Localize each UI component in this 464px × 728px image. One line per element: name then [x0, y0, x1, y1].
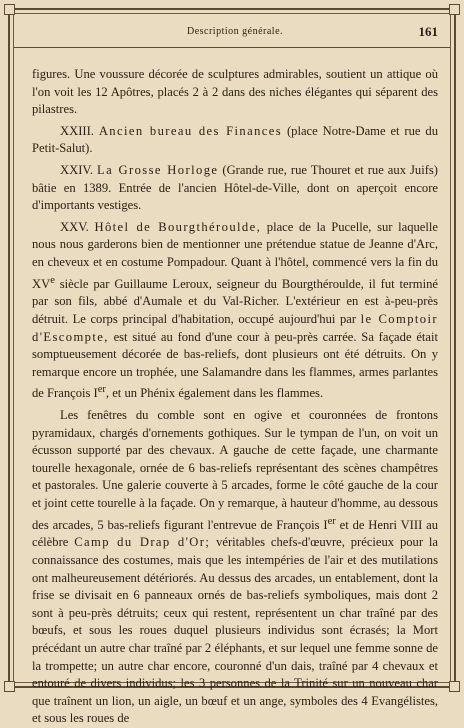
- entry-xxiii: [32, 123, 438, 158]
- corner-ornament-top-left: [4, 4, 15, 15]
- entry-number: XXIII.: [60, 123, 94, 138]
- page-number: 161: [418, 24, 438, 39]
- entry-text: siècle par Guillaume Leroux, seigneur du Bourgthéroulde, il fut terminé par son fils, abbé d'Aumale et du Val-Richer. L'extérieur en est à-peu-près détruit. Le corps principal d'habitation, occupé aujourd'hui par: [32, 276, 438, 326]
- entry-text: (place Notre-Dame et rue du Petit-Salut).: [32, 123, 438, 156]
- running-title: Description générale.: [186, 26, 284, 37]
- corner-ornament-bottom-right: [449, 681, 460, 692]
- entry-title: La Grosse Horloge: [97, 162, 219, 177]
- entry-text: , et un Phénix également dans les flammes.: [105, 386, 324, 401]
- superscript: er: [327, 515, 336, 527]
- entry-number: XXIV.: [60, 162, 94, 177]
- entry-title: Hôtel de Bourgthéroulde,: [94, 219, 262, 234]
- superscript: er: [97, 384, 106, 396]
- paragraph-text: Les fenêtres du comble sont en ogive et couronnées de frontons pyramidaux, chargés d'ornements gothiques. Sur le tympan de l'un, on voit un écusson supporté par des chevaux. A gauche de cette façade, une charmante tourelle hexagonale, ornée de 6 bas-reliefs représentant des scènes champêtres et pastorales. Une galerie couverte à 5 arcades, forme le côté gauche de la cour et joint cette tourelle à la façade. On y remarque, à hauteur d'homme, au dessous des arcades, 5 bas-reliefs figurant l'entrevue de François I: [32, 408, 438, 532]
- entry-number: XXV.: [60, 219, 89, 234]
- page-header: [30, 24, 440, 42]
- page-body: [32, 66, 438, 728]
- corner-ornament-bottom-left: [4, 681, 15, 692]
- corner-ornament-top-right: [449, 4, 460, 15]
- entry-text: place de la Pucelle, sur laquelle nous nous garderons bien de mentionner une prétendue statue de Jeanne d'Arc, en cheveux et en costume Pompadour. Quant à l'hôtel, commencé vers la fin du XV: [32, 219, 438, 291]
- superscript: e: [50, 274, 55, 286]
- paragraph-text: véritables chefs-d'œuvre, précieux pour la connaissance des costumes, mais que les intempéries de l'air et des mutilations ont malheureusement détériorés. Au dessus des arcades, un entablement, dont la frise se divisait en 6 panneaux ornés de bas-reliefs symboliques, mais dont 2 sont à peu-près détruits; ceux qui restent, représentent un char traîné par des bœufs, et sous les roues duquel plusieurs individus sont écrasés; la Mort précédant un autre char traîné par 2 éléphants, et sur lequel une femme sonne de la trompette; un autre char encore, couronné d'un dais, traîné par 4 chevaux et entouré de divers individus; les 3 personnes de la Trinité sur un nouveau char que traînent un lion, un aigle, un bœuf et un ange, symboles des 4 Evangélistes, et sous les roues de: [32, 535, 438, 726]
- entry-xxv: [32, 219, 438, 403]
- paragraph-text: et de Henri VIII au célèbre: [32, 517, 438, 550]
- spaced-name: Camp du Drap d'Or;: [74, 535, 211, 550]
- entry-title: Ancien bureau des Finances: [98, 123, 283, 138]
- spaced-name: le Comptoir d'Escompte,: [32, 311, 438, 344]
- entry-text: (Grande rue, rue Thouret et rue aux Juifs) bâtie en 1389. Entrée de l'ancien Hôtel-de-Ville, dont on aperçoit encore d'importants vestiges.: [32, 162, 438, 213]
- entry-text: est situé au fond d'une cour à peu-près carrée. Sa façade était somptueusement décorée de bas-reliefs, dont plusieurs ont été détruits. On y remarque encore un trophée, une Salamandre dans les flammes, armes parlantes de François I: [32, 329, 438, 401]
- entry-xxiv: [32, 162, 438, 215]
- paragraph-text: figures. Une voussure décorée de sculptures admirables, soutient un attique où l'on voit les 12 Apôtres, placés 2 à 2 dans des niches élégantes qui séparent des pilastres.: [32, 67, 438, 117]
- header-rule: [14, 47, 450, 48]
- paragraph-windows: [32, 407, 438, 728]
- paragraph-continuation: [32, 66, 438, 119]
